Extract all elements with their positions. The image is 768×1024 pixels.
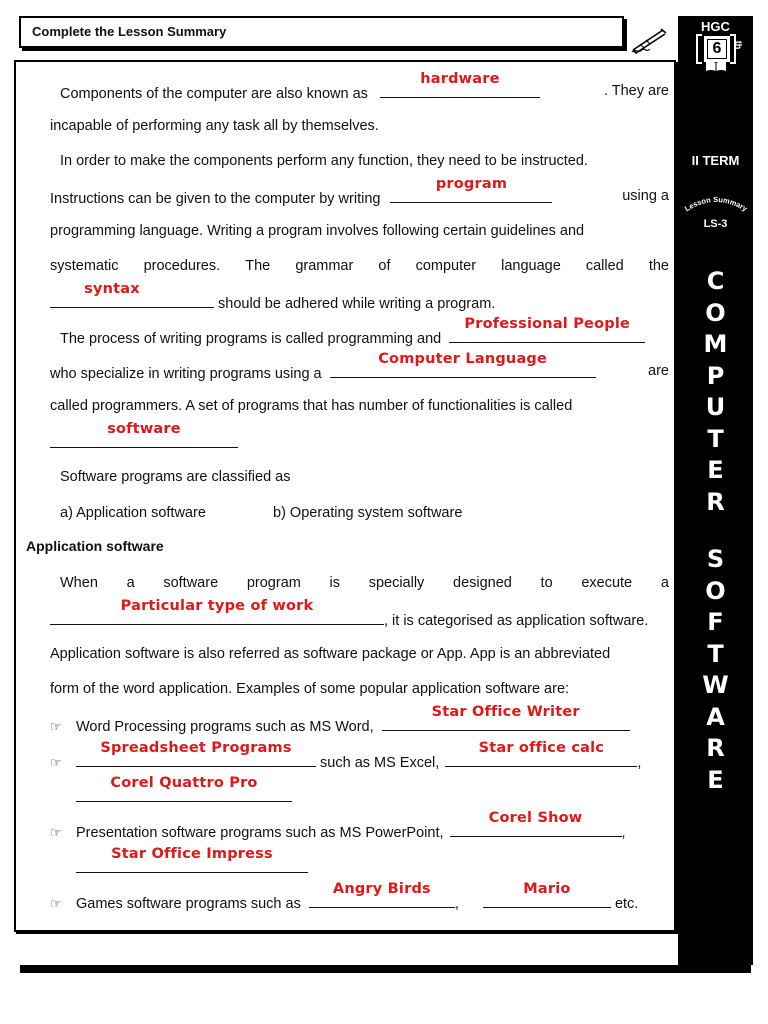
pointing-hand-icon: ☞ (50, 755, 62, 770)
vertical-title-letter: S (706, 545, 725, 573)
writing-pen-icon (630, 26, 668, 54)
pointing-hand-icon: ☞ (50, 719, 62, 734)
grade-suffix: th (733, 40, 744, 50)
vertical-title-letter: T (707, 424, 724, 453)
p1-text-a: Components of the computer are also known as (60, 86, 368, 102)
p2e-word: the (648, 258, 669, 274)
p1-line2: incapable of performing any task all by themselves. (50, 118, 379, 134)
p5-line2 (50, 598, 669, 629)
answer-particular-type-of-work: Particular type of work (120, 598, 314, 614)
grade-bracket-left (696, 34, 702, 64)
answer-hardware: hardware (420, 71, 500, 87)
p5a-word: software (163, 575, 219, 591)
p2-line3: programming language. Writing a program involves following certain guidelines and (50, 223, 585, 239)
vertical-title-letter: F (707, 608, 724, 636)
vertical-title-gap (678, 518, 753, 544)
blank-professional-people[interactable] (449, 316, 645, 343)
p1-text-b: . They are (603, 83, 669, 99)
option-application-software: a) Application software (60, 505, 206, 521)
p5a-word: specially (368, 575, 425, 591)
p2-text-b: Instructions can be given to the computer by writing (50, 191, 381, 207)
p5a-word: is (329, 575, 341, 591)
pointing-hand-icon: ☞ (50, 825, 62, 840)
p5a-word: a (660, 575, 669, 591)
bottom-rule (20, 965, 751, 973)
vertical-title-letter: O (705, 576, 726, 605)
p5a-word: to (540, 575, 553, 591)
vertical-title-letter: T (707, 639, 724, 668)
vertical-title-letter: E (707, 765, 724, 794)
p3-line2 (50, 351, 669, 382)
bullet-word-processing (50, 704, 669, 735)
p2-text-f: should be adhered while writing a program. (218, 296, 496, 312)
blank-star-office-impress[interactable] (76, 846, 308, 873)
bullet-spreadsheet-cont (76, 775, 695, 805)
blank-corel-quattro-pro[interactable] (76, 775, 292, 802)
p4-line1: Software programs are classified as (60, 469, 291, 485)
answer-mario: Mario (523, 881, 571, 897)
b2-text: such as MS Excel, (320, 755, 440, 771)
p5-line1 (50, 573, 669, 593)
grade-badge: 6 (704, 36, 730, 62)
b1-text: Word Processing programs such as MS Word, (76, 719, 374, 735)
p2-line4 (50, 256, 669, 276)
b3-text: Presentation software programs such as MS PowerPoint, (76, 825, 444, 841)
blank-angry-birds[interactable] (309, 881, 455, 908)
p5-text-b: , it is categorised as application software. (384, 613, 649, 629)
b4-text: Games software programs such as (76, 896, 301, 912)
p2e-word: computer (415, 258, 477, 274)
answer-corel-show: Corel Show (488, 810, 583, 826)
p2e-word: of (378, 258, 391, 274)
answer-computer-language: Computer Language (378, 351, 548, 367)
vertical-title-letter: R (706, 734, 725, 762)
p3-text-c: are (648, 363, 669, 379)
b3-comma: , (621, 825, 626, 841)
p5a-word: When (60, 575, 98, 591)
p2e-word: The (245, 258, 271, 274)
p1-line1 (50, 71, 669, 102)
sidebar-strip (678, 16, 753, 965)
vertical-title-letter: A (706, 702, 725, 731)
answer-spreadsheet-programs: Spreadsheet Programs (100, 740, 292, 756)
vertical-title-letter: P (706, 361, 725, 390)
p5a-word: execute (581, 575, 633, 591)
lesson-title-box (19, 16, 624, 48)
answer-angry-birds: Angry Birds (332, 881, 431, 897)
blank-particular-type-of-work[interactable] (50, 598, 384, 625)
answer-professional-people: Professional People (464, 316, 631, 332)
book-icon (705, 60, 727, 72)
b4-comma: , (454, 896, 459, 912)
p2e-word: language (501, 258, 561, 274)
answer-syntax: syntax (84, 281, 140, 297)
blank-software[interactable] (50, 421, 238, 448)
p3-text-b: who specialize in writing programs using a (50, 366, 322, 382)
bullet-presentation-cont (76, 846, 695, 876)
p6-line2: form of the word application. Examples of some popular application software are: (50, 681, 570, 697)
vertical-title-letter: R (706, 487, 725, 516)
blank-star-office-writer[interactable] (382, 704, 630, 731)
vertical-title-letter: C (706, 267, 725, 295)
svg-text:Lesson Summary: Lesson Summary (683, 194, 749, 214)
blank-program[interactable] (390, 176, 552, 203)
vertical-title-letter: O (705, 298, 726, 327)
vertical-title-letter: E (707, 456, 724, 484)
vertical-title-letter: W (702, 671, 729, 699)
p5a-word: a (126, 575, 135, 591)
application-software-heading: Application software (26, 538, 164, 554)
lesson-title: Complete the Lesson Summary (32, 24, 227, 39)
p2e-word: grammar (295, 258, 354, 274)
p6-line1: Application software is also referred as software package or App. App is an abbreviated (50, 646, 611, 662)
p5a-word: designed (453, 575, 512, 591)
p2-line1: In order to make the components perform any function, they need to be instructed. (60, 153, 588, 169)
blank-hardware[interactable] (380, 71, 540, 98)
p3-text-a: The process of writing programs is called programming and (60, 331, 442, 347)
blank-star-office-calc[interactable] (445, 740, 637, 767)
school-label: HGC (701, 19, 730, 34)
p2e-word: called (585, 258, 624, 274)
p2e-word: procedures. (143, 258, 221, 274)
b4-etc: etc. (614, 896, 639, 912)
p2-line5 (50, 281, 669, 312)
p3-line4 (50, 421, 669, 451)
lesson-summary-panel (14, 60, 676, 932)
term-label: II TERM (691, 153, 740, 168)
bullet-games (50, 881, 669, 912)
blank-computer-language[interactable] (330, 351, 596, 378)
lesson-summary-caption (682, 192, 750, 214)
p3-line3: called programmers. A set of programs that has number of functionalities is called (50, 398, 573, 414)
answer-star-office-impress: Star Office Impress (111, 846, 273, 862)
blank-syntax[interactable] (50, 281, 214, 308)
answer-star-office-writer: Star Office Writer (431, 704, 580, 720)
p4-line2 (50, 503, 669, 523)
answer-software: software (107, 421, 181, 437)
p2-line2 (50, 176, 669, 207)
vertical-title-letter: U (705, 393, 726, 421)
bullet-spreadsheet (50, 740, 669, 771)
answer-corel-quattro-pro: Corel Quattro Pro (110, 775, 258, 791)
blank-mario[interactable] (483, 881, 611, 908)
option-operating-system-software: b) Operating system software (273, 505, 463, 521)
pointing-hand-icon: ☞ (50, 896, 62, 911)
answer-program: program (435, 176, 508, 192)
bullet-presentation (50, 810, 669, 841)
p3-line1 (50, 316, 669, 347)
lesson-code: LS-3 (703, 218, 728, 230)
p2-text-c: using a (622, 188, 669, 204)
blank-corel-show[interactable] (450, 810, 622, 837)
b2-comma: , (637, 755, 642, 771)
blank-spreadsheet-programs[interactable] (76, 740, 316, 767)
vertical-title (678, 266, 753, 796)
answer-star-office-calc: Star office calc (478, 740, 605, 756)
p5a-word: program (246, 575, 301, 591)
p2e-word: systematic (50, 258, 119, 274)
vertical-title-letter: M (703, 330, 728, 358)
